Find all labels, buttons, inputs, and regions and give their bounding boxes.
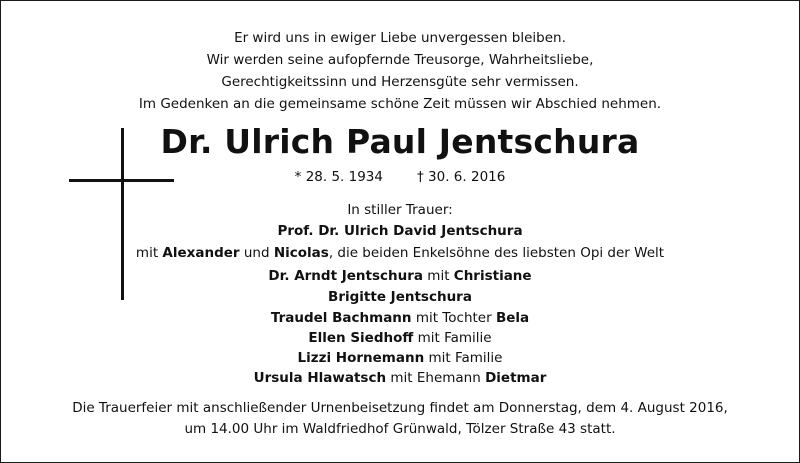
- mourner-text: mit: [135, 245, 163, 261]
- mourner-line-7: [0, 350, 800, 366]
- death-date: † 30. 6. 2016: [417, 169, 506, 185]
- mourner-text: mit: [423, 268, 454, 284]
- mourner-line-1: [0, 223, 800, 239]
- verse-line-4: Im Gedenken an die gemeinsame schöne Zeit müssen wir Abschied nehmen.: [138, 96, 662, 112]
- verse-line-3: Gerechtigkeitssinn und Herzensgüte sehr vermissen.: [221, 74, 579, 90]
- mourner-line-6: [0, 330, 800, 346]
- mourner-name: Dr. Arndt Jentschura: [268, 268, 423, 284]
- mourner-name: Traudel Bachmann: [270, 310, 412, 326]
- ceremony-line-1: Die Trauerfeier mit anschließender Urnenbeisetzung findet am Donnerstag, dem 4. August 2016,: [72, 400, 728, 416]
- mourner-text: , die beiden Enkelsöhne des liebsten Opi der Welt: [328, 245, 665, 261]
- ceremony-line-2: um 14.00 Uhr im Waldfriedhof Grünwald, Tölzer Straße 43 statt.: [184, 421, 616, 437]
- mourner-line-2: [0, 245, 800, 261]
- mourner-text: mit Familie: [424, 350, 503, 366]
- mourner-line-3: [0, 268, 800, 284]
- mourner-text: und: [239, 245, 274, 261]
- verse-line-2: Wir werden seine aufopfernde Treusorge, Wahrheitsliebe,: [206, 52, 594, 68]
- mourner-name: Dietmar: [485, 370, 547, 386]
- trauer-label: In stiller Trauer:: [347, 202, 453, 218]
- life-dates: [0, 169, 800, 185]
- mourner-line-4: [0, 289, 800, 305]
- mourner-text: mit Ehemann: [386, 370, 486, 386]
- mourner-name: Ursula Hlawatsch: [253, 370, 387, 386]
- mourner-name: Bela: [495, 310, 530, 326]
- mourner-name: Prof. Dr. Ulrich David Jentschura: [277, 223, 523, 239]
- mourner-text: mit Familie: [413, 330, 492, 346]
- mourner-line-5: [0, 310, 800, 326]
- mourner-name: Alexander: [162, 245, 240, 261]
- deceased-name: Dr. Ulrich Paul Jentschura: [160, 122, 640, 161]
- mourner-text: mit Tochter: [411, 310, 496, 326]
- mourner-name: Ellen Siedhoff: [308, 330, 414, 346]
- mourner-name: Lizzi Hornemann: [297, 350, 425, 366]
- mourner-name: Brigitte Jentschura: [328, 289, 472, 305]
- birth-date: * 28. 5. 1934: [294, 169, 383, 185]
- mourner-name: Christiane: [453, 268, 532, 284]
- mourner-line-8: [0, 370, 800, 386]
- verse-line-1: Er wird uns in ewiger Liebe unvergessen bleiben.: [234, 30, 566, 46]
- mourner-name: Nicolas: [273, 245, 329, 261]
